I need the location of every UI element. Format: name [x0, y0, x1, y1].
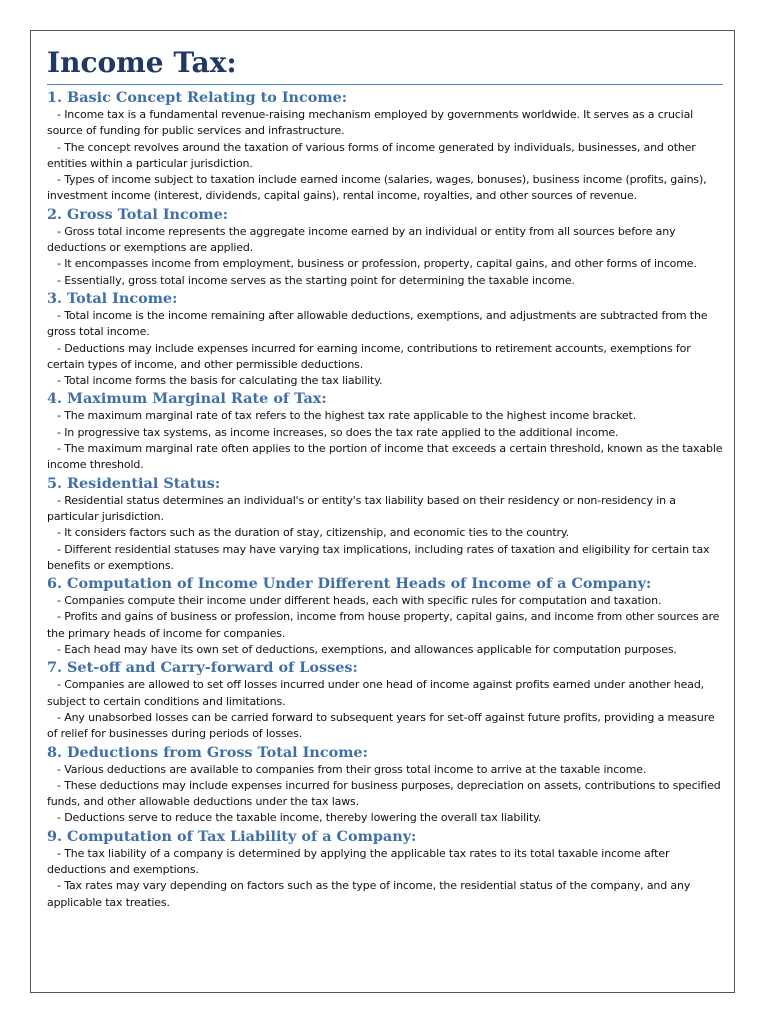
paragraph: - Deductions may include expenses incurred for earning income, contributions to retirement accounts, exemptions for certain types of income, and other permissible deductions. — [47, 341, 691, 371]
paragraph: - Residential status determines an individual's or entity's tax liability based on their residency or non-residency in a particular jurisdiction. — [47, 493, 676, 523]
paragraph: - The maximum marginal rate often applies to the portion of income that exceeds a certain threshold, known as the taxable income threshold. — [47, 442, 723, 472]
paragraph: - Companies compute their income under different heads, each with specific rules for computation and taxation. — [47, 594, 662, 608]
section-heading: 4. Maximum Marginal Rate of Tax: — [47, 390, 327, 408]
section-residential-status — [47, 474, 723, 574]
section-heading: 3. Total Income: — [47, 289, 178, 307]
section-heading: 2. Gross Total Income: — [47, 205, 229, 223]
section-computation-of-income — [47, 574, 723, 658]
paragraph: - Income tax is a fundamental revenue-raising mechanism employed by governments worldwide. It serves as a crucial source of funding for public services and infrastructure. — [47, 108, 694, 138]
section-heading: 5. Residential Status: — [47, 474, 221, 492]
paragraph: - Any unabsorbed losses can be carried forward to subsequent years for set-off against future profits, providing a measure of relief for businesses during periods of losses. — [47, 710, 715, 741]
paragraph: - The tax liability of a company is determined by applying the applicable tax rates to its total taxable income after deductions and exemptions. — [47, 846, 670, 876]
paragraph: - Profits and gains of business or profession, income from house property, capital gains, and income from other sources are the primary heads of income for companies. — [47, 610, 720, 640]
document-content — [47, 44, 723, 911]
section-deductions — [47, 743, 723, 827]
paragraph: - Gross total income represents the aggregate income earned by an individual or entity from all sources before any deductions or exemptions are applied. — [47, 224, 676, 255]
paragraph: - It encompasses income from employment, business or profession, property, capital gains, and other forms of income. — [47, 257, 697, 271]
document-title: Income Tax: — [47, 46, 237, 79]
paragraph: - The concept revolves around the taxation of various forms of income generated by individuals, businesses, and other entities within a particular jurisdiction. — [47, 140, 696, 170]
section-heading: 7. Set-off and Carry-forward of Losses: — [47, 659, 358, 677]
title-underline — [47, 84, 723, 85]
paragraph: - Different residential statuses may have varying tax implications, including rates of taxation and eligibility for certain tax benefits or exemptions. — [47, 542, 710, 572]
section-heading: 8. Deductions from Gross Total Income: — [47, 743, 368, 761]
section-maximum-marginal-rate — [47, 389, 723, 473]
section-basic-concept — [47, 88, 723, 205]
section-tax-liability — [47, 827, 723, 911]
paragraph: - Various deductions are available to companies from their gross total income to arrive at the taxable income. — [47, 762, 647, 776]
paragraph: - Deductions serve to reduce the taxable income, thereby lowering the overall tax liability. — [47, 811, 542, 825]
paragraph: - Total income forms the basis for calculating the tax liability. — [47, 374, 383, 388]
paragraph: - In progressive tax systems, as income increases, so does the tax rate applied to the additional income. — [47, 425, 619, 439]
paragraph: - These deductions may include expenses incurred for business purposes, depreciation on assets, contributions to specified funds, and other allowable deductions under the tax laws. — [47, 778, 721, 809]
section-heading: 9. Computation of Tax Liability of a Company: — [47, 827, 417, 845]
section-heading: 1. Basic Concept Relating to Income: — [47, 89, 348, 106]
section-total-income — [47, 289, 723, 389]
paragraph: - The maximum marginal rate of tax refers to the highest tax rate applicable to the highest income bracket. — [47, 409, 637, 423]
section-set-off-losses — [47, 658, 723, 742]
paragraph: - Essentially, gross total income serves as the starting point for determining the taxable income. — [47, 273, 575, 287]
paragraph: - Companies are allowed to set off losses incurred under one head of income against profits earned under another head, subject to certain conditions and limitations. — [47, 678, 705, 708]
section-gross-total-income — [47, 205, 723, 289]
paragraph: - Each head may have its own set of deductions, exemptions, and allowances applicable for computation purposes. — [47, 643, 677, 657]
paragraph: - Types of income subject to taxation include earned income (salaries, wages, bonuses), business income (profits, gains), investment income (interest, dividends, capital gains), rental income, royalties, and other sources of revenue. — [47, 173, 707, 203]
paragraph: - Total income is the income remaining after allowable deductions, exemptions, and adjustments are subtracted from the gross total income. — [47, 308, 708, 339]
paragraph: - Tax rates may vary depending on factors such as the type of income, the residential status of the company, and any applicable tax treaties. — [47, 879, 691, 909]
paragraph: - It considers factors such as the duration of stay, citizenship, and economic ties to the country. — [47, 526, 570, 540]
section-heading: 6. Computation of Income Under Different Heads of Income of a Company: — [47, 575, 652, 593]
